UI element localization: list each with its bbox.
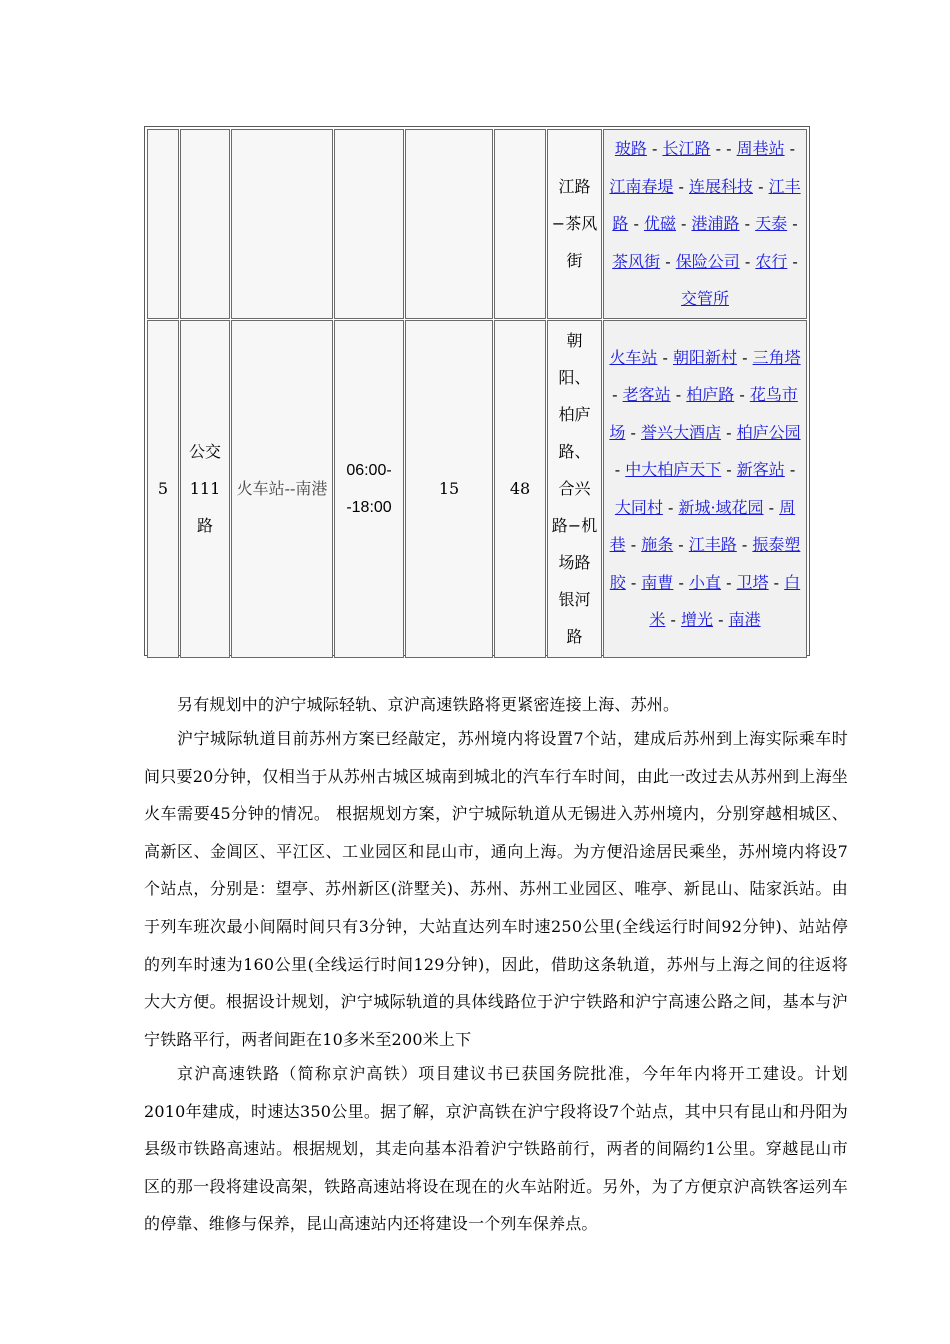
stop-separator: - [625, 422, 641, 442]
stop-link[interactable]: 新城·域花园 [678, 497, 764, 517]
stop-link[interactable]: 老客站 [622, 385, 671, 404]
route-direction-cell: 火车站--南港 [231, 320, 333, 658]
stop-link[interactable]: 花鸟市场 [609, 385, 798, 442]
stop-link[interactable]: 三角塔 [752, 347, 801, 367]
stop-separator: - [710, 139, 721, 158]
stop-link[interactable]: 周巷站 [736, 139, 785, 158]
stop-link[interactable]: 天泰 [755, 214, 788, 233]
stop-separator: - [675, 214, 692, 233]
stop-link[interactable]: 新客站 [736, 460, 785, 479]
route-row [147, 320, 807, 658]
stop-separator: - [787, 251, 798, 271]
stop-link[interactable]: 玻路 [614, 139, 647, 158]
interval-cell: 15 [405, 320, 493, 658]
route-number-cell: 5 [147, 320, 179, 658]
stop-link[interactable]: 誉兴大酒店 [640, 422, 721, 442]
stop-separator: - [713, 610, 729, 629]
stop-link[interactable]: 港浦路 [691, 214, 740, 233]
stop-separator: - [625, 572, 642, 592]
stops-cell [603, 320, 807, 658]
route-number-cell [147, 129, 179, 319]
paragraph-high-speed-rail: 京沪高速铁路（简称京沪高铁）项目建议书已获国务院批准，今年年内将开工建设。计划2010年建成，时速达350公里。据了解，京沪高铁在沪宁段将设7个站点，其中只有昆山和丹阳为县级市铁路高速站。根据规划，其走向基本沿着沪宁铁路前行，两者的间隔约1公里。穿越昆山市区的那一段将建设高架，铁路高速站将设在现在的火车站附近。另外，为了方便京沪高铁客运列车的停靠、维修与保养，昆山高速站内还将建设一个列车保养点。 [144, 1064, 848, 1234]
fare-cell: 48 [494, 320, 546, 658]
route-name-cell [180, 129, 230, 319]
stop-link[interactable]: 茶风街 [612, 251, 661, 271]
service-area-cell: 江路−茶风街 [547, 129, 602, 319]
stop-separator: - [784, 460, 796, 479]
stop-separator: - [660, 251, 676, 271]
stops-cell [603, 129, 807, 319]
stop-link[interactable]: 柏庐路 [686, 385, 735, 404]
stop-link[interactable]: 施条 [641, 535, 674, 554]
stop-separator: - [628, 214, 644, 233]
service-area-cell: 朝阳、柏庐路、合兴路−机场路银河路 [547, 320, 602, 658]
paragraph-intercity-rail: 沪宁城际轨道目前苏州方案已经敲定，苏州境内将设置7个站，建成后苏州到上海实际乘车时间只要20分钟，仅相当于从苏州古城区城南到城北的汽车行车时间，由此一改过去从苏州到上海坐火车需要45分钟的情况。 根据规划方案，沪宁城际轨道从无锡进入苏州境内，分别穿越相城区、高新区、金阊区、平江区、工业园区和昆山市，通向上海。为方便沿途居民乘坐，苏州境内将设7个站点，分别是：望亭、苏州新区(浒墅关)、苏州、苏州工业园区、唯亭、新昆山、陆家浜站。由于列车班次最小间隔时间只有3分钟，大站直达列车时速250公里(全线运行时间92分钟)、站站停的列车时速为160公里(全线运行时间129分钟)，因此，借助这条轨道，苏州与上海之间的往返将大大方便。根据设计规划，沪宁城际轨道的具体线路位于沪宁铁路和沪宁高速公路之间，基本与沪宁铁路平行，两者间距在10多米至200米上下 [144, 729, 848, 1049]
stop-separator: - [784, 139, 796, 158]
stop-link[interactable]: 交管所 [680, 289, 729, 308]
stop-separator: - [665, 610, 681, 629]
route-row [147, 129, 807, 319]
route-name-cell: 公交111路 [180, 320, 230, 658]
stop-link[interactable]: 周巷 [609, 497, 796, 554]
bus-route-table [146, 128, 808, 659]
stop-link[interactable]: 小直 [688, 572, 721, 592]
stop-link[interactable]: 白米 [649, 572, 801, 629]
stop-separator: - [721, 460, 737, 479]
stop-separator: - [787, 214, 798, 233]
stop-separator: - [670, 385, 687, 404]
stop-link[interactable]: 大同村 [614, 497, 663, 517]
stop-link[interactable]: 农行 [755, 251, 788, 271]
stop-link[interactable]: 江丰路 [612, 176, 801, 233]
stop-separator: - [768, 572, 785, 592]
bus-route-table-frame [144, 126, 810, 656]
stop-link[interactable]: 南港 [728, 610, 761, 629]
stop-separator: - [662, 497, 679, 517]
stop-separator: - [657, 347, 673, 367]
stop-link[interactable]: 优磁 [643, 214, 676, 233]
interval-cell [405, 129, 493, 319]
stop-link[interactable]: 增光 [680, 610, 713, 629]
stop-separator: - [721, 139, 737, 158]
stop-link[interactable]: 江南春堤 [609, 176, 674, 196]
service-time-cell [334, 129, 404, 319]
stop-separator: - [753, 176, 769, 196]
stop-separator: - [673, 535, 689, 554]
stop-separator: - [646, 139, 663, 158]
stop-separator: - [763, 497, 780, 517]
paragraph-intro: 另有规划中的沪宁城际轻轨、京沪高速铁路将更紧密连接上海、苏州。 [177, 695, 680, 714]
stop-separator: - [721, 422, 737, 442]
stop-link[interactable]: 振泰塑胶 [609, 535, 801, 592]
route-direction-cell [231, 129, 333, 319]
stop-link[interactable]: 连展科技 [688, 176, 753, 196]
stop-separator: - [734, 385, 750, 404]
stop-link[interactable]: 柏庐公园 [736, 422, 801, 442]
stop-separator: - [739, 251, 756, 271]
stop-link[interactable]: 卫塔 [736, 572, 769, 592]
fare-cell [494, 129, 546, 319]
stop-separator: - [612, 385, 623, 404]
stop-separator: - [673, 572, 689, 592]
stop-separator: - [736, 535, 753, 554]
stop-link[interactable]: 保险公司 [675, 251, 740, 271]
service-time-cell: 06:00--18:00 [334, 320, 404, 658]
stop-link[interactable]: 江丰路 [688, 535, 737, 554]
stop-separator: - [739, 214, 756, 233]
stop-separator: - [625, 535, 642, 554]
stop-separator: - [737, 347, 753, 367]
stop-link[interactable]: 长江路 [662, 139, 711, 158]
stop-separator: - [721, 572, 737, 592]
stop-link[interactable]: 火车站 [609, 347, 658, 367]
stop-link[interactable]: 朝阳新村 [672, 347, 737, 367]
stop-separator: - [673, 176, 689, 196]
stop-link[interactable]: 南曹 [641, 572, 674, 592]
stop-separator: - [614, 460, 626, 479]
stop-link[interactable]: 中大柏庐天下 [625, 460, 722, 479]
